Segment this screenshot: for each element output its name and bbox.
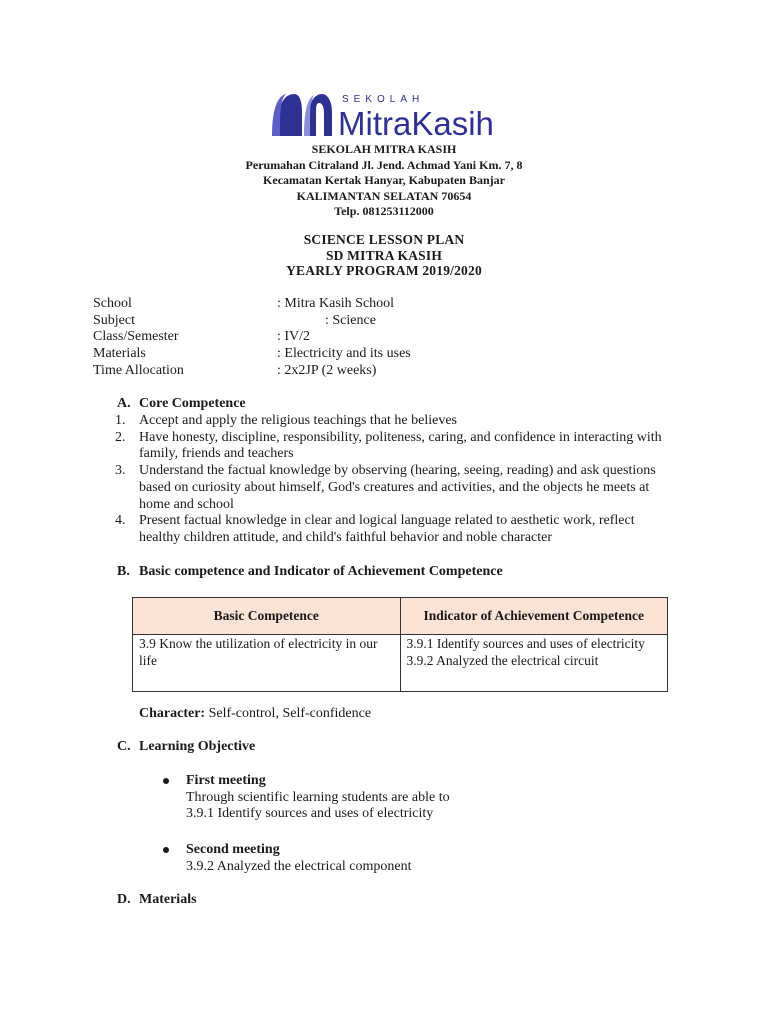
title-line-1: SCIENCE LESSON PLAN <box>303 232 465 247</box>
table-row <box>133 635 668 692</box>
school-logo <box>270 86 510 146</box>
section-title: Learning Objective <box>139 739 256 754</box>
item-text: Have honesty, discipline, responsibility, politeness, caring, and confidence in interacting with family, friends and teachers <box>139 429 662 462</box>
core-competence-list <box>115 413 669 547</box>
character-label: Character: <box>139 706 206 721</box>
phone-line: Telp. 081253112000 <box>334 204 434 218</box>
item-text: Understand the factual knowledge by observing (hearing, seeing, reading) and ask questions based on curiosity about himself, God's creatures and activities, and the objects he meets at home and school <box>139 463 656 512</box>
bullet-icon <box>163 847 169 853</box>
meeting-line: 3.9.1 Identify sources and uses of electricity <box>186 806 434 822</box>
info-value: : Electricity and its uses <box>277 346 411 362</box>
info-label: Subject <box>93 312 135 328</box>
item-number: 1. <box>115 413 126 428</box>
first-meeting-block <box>186 773 450 823</box>
item-number: 3. <box>115 463 126 479</box>
character-line <box>139 706 371 722</box>
item-text: Accept and apply the religious teachings that he believes <box>139 413 458 428</box>
mitrakasih-logo-graphic <box>270 86 510 146</box>
school-address-header <box>0 142 768 220</box>
logo-brand-text: MitraKasih <box>338 105 494 142</box>
section-title: Core Competence <box>139 396 246 411</box>
table-cell-indicator <box>400 635 668 692</box>
title-line-2: SD MITRA KASIH <box>325 247 443 263</box>
list-item <box>115 513 669 546</box>
second-meeting-block <box>186 842 411 875</box>
competence-table <box>132 597 668 692</box>
address-line-3: KALIMANTAN SELATAN 70654 <box>296 188 472 203</box>
school-name: SEKOLAH MITRA KASIH <box>311 142 457 156</box>
bullet-icon <box>163 778 169 784</box>
character-value: Self-control, Self-confidence <box>205 706 372 721</box>
list-item <box>115 413 669 430</box>
item-number: 2. <box>115 429 126 445</box>
address-line-2: Kecamatan Kertak Hanyar, Kabupaten Banjar <box>263 173 505 187</box>
table-header-basic: Basic Competence <box>133 598 401 635</box>
info-value: : Mitra Kasih School <box>277 296 395 311</box>
title-line-3: YEARLY PROGRAM 2019/2020 <box>286 263 482 278</box>
meeting-title: First meeting <box>186 773 266 788</box>
list-item <box>115 430 669 463</box>
info-label: Materials <box>93 346 146 362</box>
info-value: : 2x2JP (2 weeks) <box>277 362 377 378</box>
meeting-line: Through scientific learning students are able to <box>186 789 450 805</box>
section-title: Materials <box>139 892 197 907</box>
info-value: : IV/2 <box>277 329 311 345</box>
table-header-indicator: Indicator of Achievement Competence <box>400 598 668 635</box>
table-cell-basic: 3.9 Know the utilization of electricity in our life <box>133 635 401 692</box>
section-letter: D. <box>117 892 131 907</box>
item-text: Present factual knowledge in clear and logical language related to aesthetic work, reflect healthy children attitude, and child's faithful behavior and noble character <box>139 513 635 545</box>
section-letter: A. <box>117 396 131 411</box>
meeting-line: 3.9.2 Analyzed the electrical component <box>186 858 412 874</box>
item-number: 4. <box>115 513 126 529</box>
info-label: Class/Semester <box>93 329 179 345</box>
section-letter: C. <box>117 739 131 754</box>
info-label: School <box>93 296 132 311</box>
info-value: : Science <box>325 312 376 328</box>
table-header-row <box>133 598 668 635</box>
meeting-title: Second meeting <box>186 842 280 857</box>
section-letter: B. <box>117 564 130 579</box>
logo-small-text: SEKOLAH <box>342 94 425 105</box>
info-label: Time Allocation <box>93 362 184 378</box>
indicator-item: 3.9.2 Analyzed the electrical circuit <box>406 652 599 668</box>
list-item <box>115 463 669 513</box>
address-line-1: Perumahan Citraland Jl. Jend. Achmad Yani Km. 7, 8 <box>245 157 523 172</box>
indicator-item: 3.9.1 Identify sources and uses of electricity <box>406 636 645 651</box>
document-title <box>0 232 768 279</box>
section-title: Basic competence and Indicator of Achievement Competence <box>139 564 503 579</box>
